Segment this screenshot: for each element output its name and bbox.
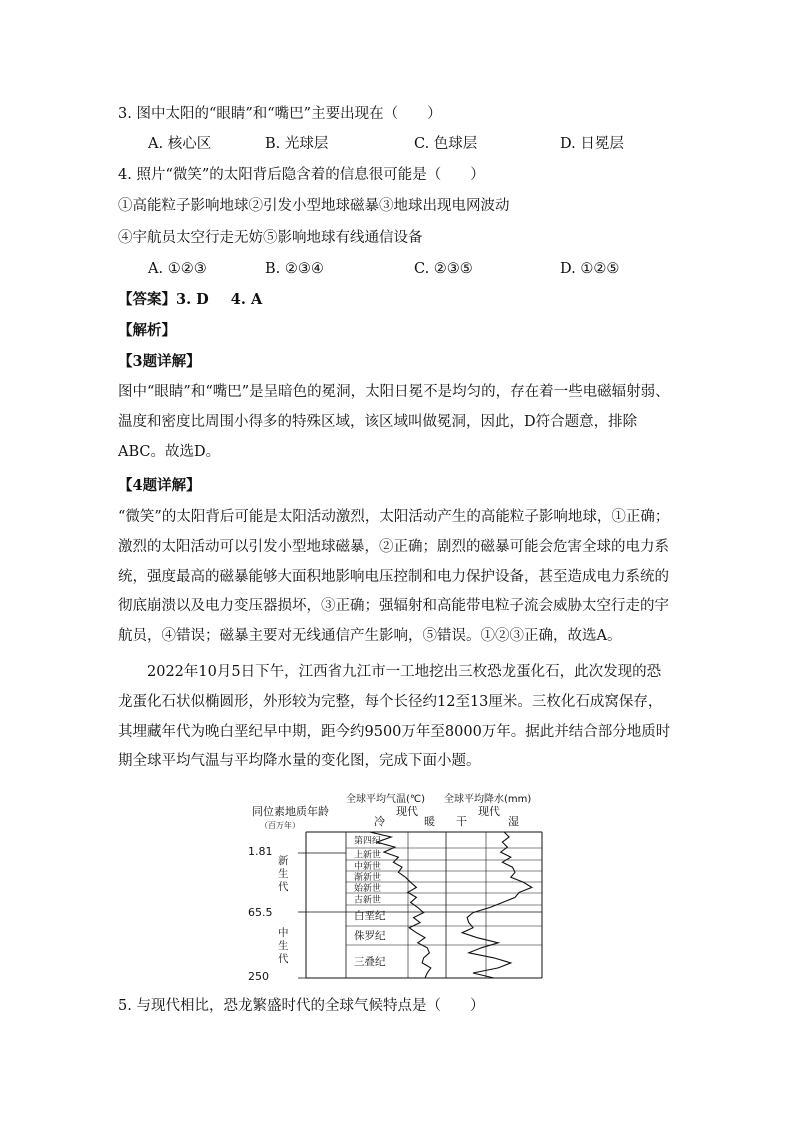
climate-change-chart [246,788,546,984]
precip-label-wet: 湿 [508,815,519,828]
age-tick-250: 250 [248,970,269,983]
age-tick-1-81: 1.81 [248,845,273,858]
age-tick-65-5: 65.5 [248,906,273,919]
temp-label-warm: 暖 [424,815,435,828]
question-5-stem: 5. 与现代相比，恐龙繁盛时代的全球气候特点是（ ） [118,998,485,1014]
temp-label-cold: 冷 [374,815,385,828]
detail-4-text: “微笑”的太阳背后可能是太阳活动激烈，太阳活动产生的高能粒子影响地球，①正确；激烈的太阳活动可以引发小型地球磁暴，②正确；剧烈的磁暴可能会危害全球的电力系统，强度最高的磁暴能够大面积地影响电压控制和电力保护设备，甚至造成电力系统的彻底崩溃以及电力变压器损坏，③正确；强辐射和高能带电粒子流会威胁太空行走的宇航员，④错误；磁暴主要对无线通信产生影响，⑤错误。①②③正确，故选A。 [118,509,670,645]
era-cenozoic-char-1: 新 [278,855,289,867]
era-cenozoic-label [278,855,292,893]
period-label: 白垩纪 [354,910,386,922]
period-label: 中新世 [354,862,382,872]
q4-option-b: B. ②③④ [265,261,324,277]
q4-option-c: C. ②③⑤ [414,261,473,277]
temp-label-modern: 现代 [396,805,418,818]
chart-age-unit: （百万年） [260,821,300,830]
detail-3-label: 【3题详解】 [118,353,201,370]
question-4-stem: 4. 照片“微笑”的太阳背后隐含着的信息很可能是（ ） [118,167,485,183]
period-label: 始新世 [354,884,382,894]
q4-option-d: D. ①②⑤ [560,261,620,277]
precip-label-modern: 现代 [478,805,500,818]
chart-age-title: 同位素地质年龄 [252,805,329,818]
detail-3-text: 图中“眼睛”和“嘴巴”是呈暗色的冕洞，太阳日冕不是均匀的，存在着一些电磁辐射弱、温度和密度比周围小得多的特殊区域，该区域叫做冕洞，因此，D符合题意，排除ABC。故选D。 [118,384,670,460]
chart-precip-title: 全球平均降水(mm) [444,794,532,805]
era-mesozoic-char-1: 中 [278,927,289,939]
q4-items-line-2: ④宇航员太空行走无妨⑤影响地球有线通信设备 [118,230,423,246]
analysis-label: 【解析】 [118,322,176,339]
chart-temp-title: 全球平均气温(℃) [346,794,426,805]
period-label: 第四纪 [354,836,382,847]
q4-option-a: A. ①②③ [148,261,207,277]
answer-q3: 3. D [176,291,209,308]
era-mesozoic-char-3: 代 [278,953,289,965]
question-3-stem: 3. 图中太阳的“眼睛”和“嘴巴”主要出现在（ ） [118,106,442,122]
detail-4-label: 【4题详解】 [118,477,201,494]
q3-option-d: D. 日冕层 [560,136,624,152]
q4-items-line-1: ①高能粒子影响地球②引发小型地球磁暴③地球出现电网波动 [118,198,510,214]
era-cenozoic-char-2: 生 [278,868,289,880]
era-mesozoic-char-2: 生 [278,940,289,952]
period-label: 侏罗纪 [354,930,386,942]
era-cenozoic-char-3: 代 [278,881,289,893]
answer-line [118,290,262,310]
period-label: 三叠纪 [354,956,386,968]
chart-period-labels [354,835,386,969]
period-label: 渐新世 [354,873,382,883]
period-label: 古新世 [354,895,382,906]
q3-option-a: A. 核心区 [148,136,212,152]
precip-label-dry: 干 [456,815,467,828]
reading-passage: 2022年10月5日下午，江西省九江市一工地挖出三枚恐龙蛋化石，此次发现的恐龙蛋化石状似椭圆形，外形较为完整，每个长径约12至13厘米。三枚化石成窝保存，其埋藏年代为晚白垩纪早中期，距今约9500万年至8000万年。据此并结合部分地质时期全球平均气温与平均降水量的变化图，完成下面小题。 [118,664,671,770]
q3-option-c: C. 色球层 [414,136,478,152]
answer-q4: 4. A [230,291,263,308]
period-label: 上新世 [354,850,382,861]
answer-label: 【答案】 [118,291,176,308]
q3-option-b: B. 光球层 [265,136,329,152]
era-mesozoic-label [278,926,292,965]
